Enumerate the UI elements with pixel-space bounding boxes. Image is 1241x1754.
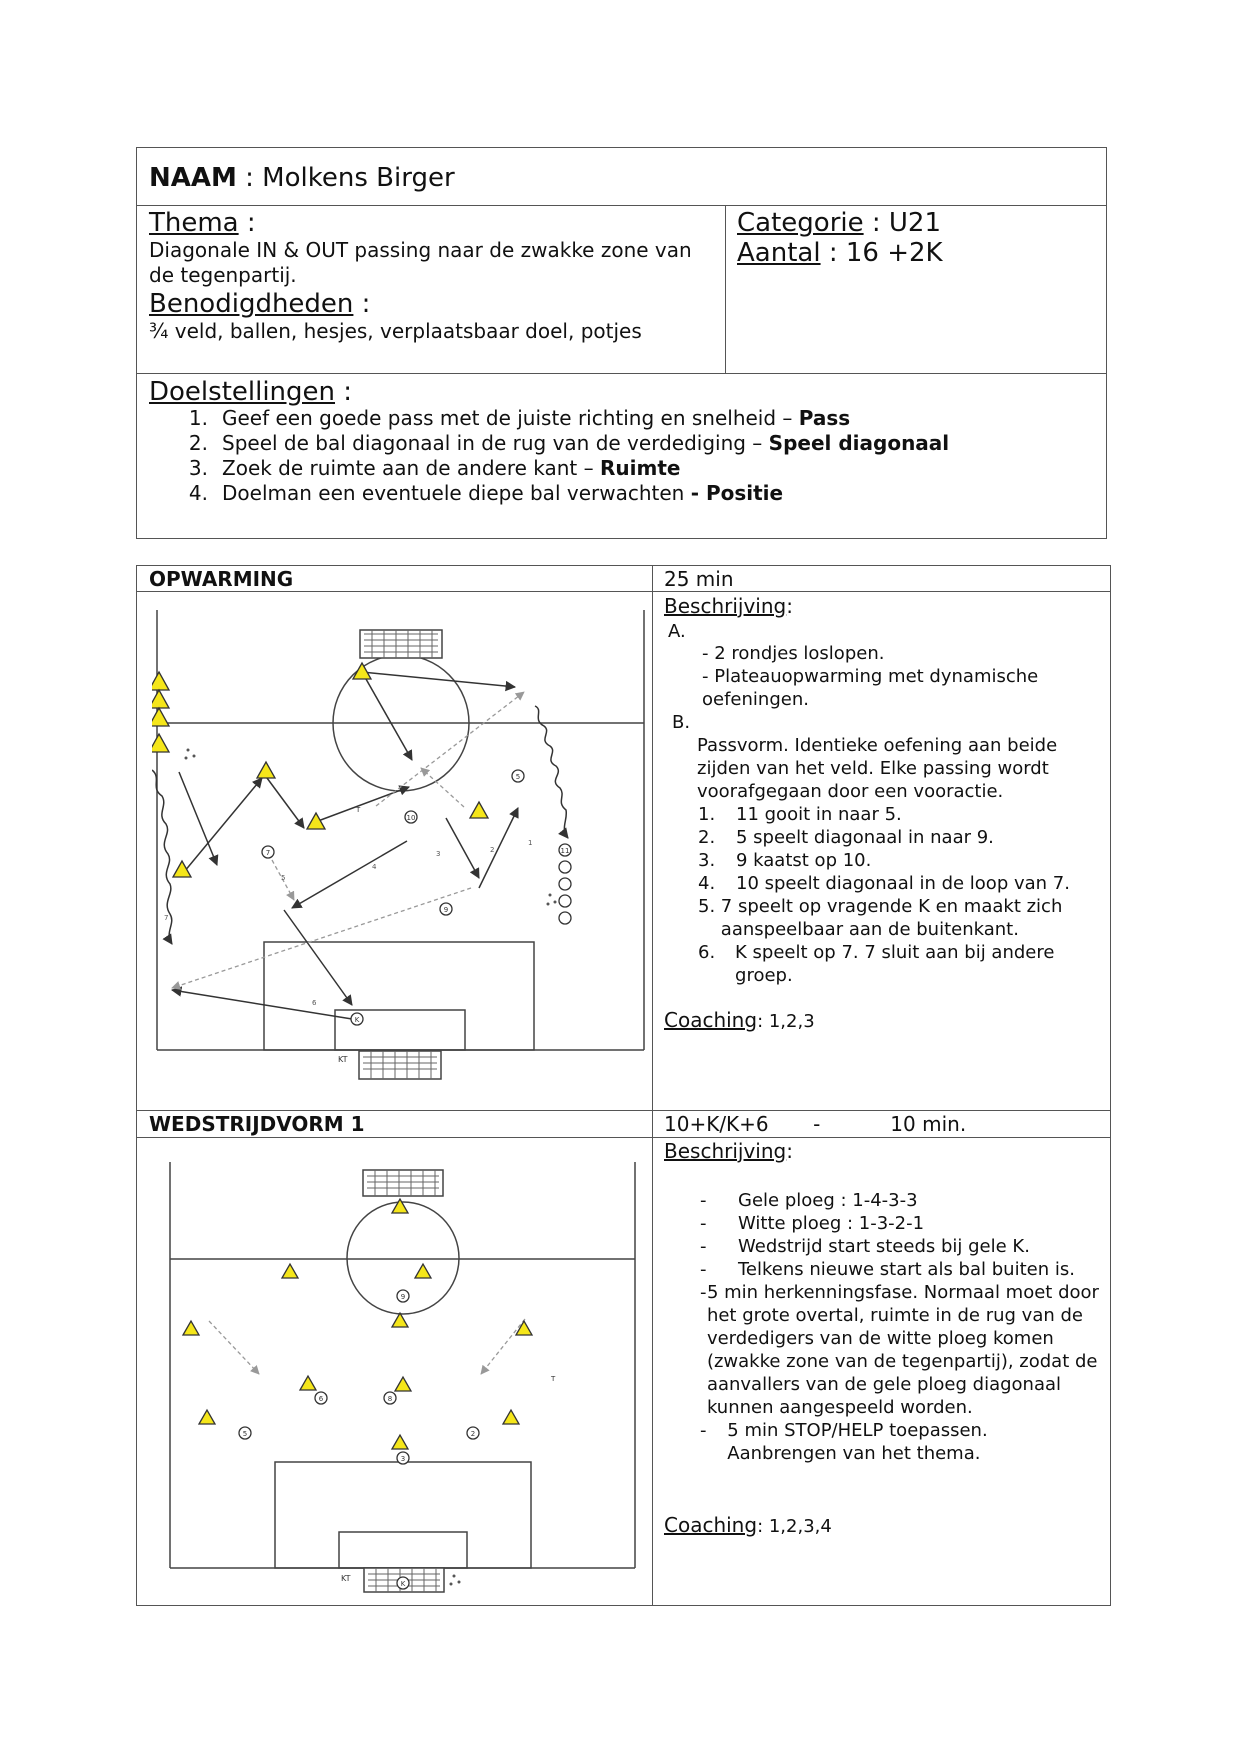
svg-text:7: 7 (265, 849, 271, 857)
naam-value: : Molkens Birger (236, 163, 455, 193)
row-line-3 (136, 1137, 1111, 1138)
categorie-value: : U21 (863, 208, 942, 238)
aantal-label: Aantal (737, 238, 821, 268)
categorie-row (737, 208, 941, 238)
svg-text:4: 4 (372, 863, 377, 871)
svg-text:2: 2 (470, 1430, 476, 1438)
list-item: - Gele ploeg : 1-4-3-3 (700, 1190, 918, 1211)
wedstrijdvorm-diagram (165, 1160, 640, 1600)
opwarming-a-label: A. (668, 621, 686, 642)
opwarming-diagram (152, 610, 647, 1085)
wedstrijdvorm-time: 10+K/K+6 - 10 min. (664, 1112, 967, 1136)
opwarming-b-label: B. (672, 712, 691, 733)
opwarming-b-text: Passvorm. Identieke oefening aan beide zijden van het veld. Elke passing wordt voorafgegaan door een vooractie. (697, 735, 1058, 802)
cones (152, 663, 488, 877)
wedstrijdvorm-beschrijving-heading: Beschrijving: (664, 1139, 793, 1163)
step-item: 3. 9 kaatst op 10. (698, 850, 872, 871)
list-item: - Telkens nieuwe start als bal buiten is. (700, 1259, 1075, 1280)
svg-text:2: 2 (490, 846, 495, 854)
benodigdheden-heading (149, 289, 370, 319)
opwarming-steps (698, 803, 1108, 987)
wedstrijdvorm-coaching: Coaching: 1,2,3,4 (664, 1513, 832, 1537)
goal-item: 2. Speel de bal diagonaal in de rug van de verdediging – Speel diagonaal (188, 431, 950, 455)
list-item: - 5 min STOP/HELP toepassen. Aanbrengen van het thema. (700, 1420, 988, 1464)
benodigdheden-sep: : (353, 289, 371, 319)
list-item: - Witte ploeg : 1-3-2-1 (700, 1213, 925, 1234)
benodigdheden-label: Benodigdheden (149, 289, 354, 319)
doelstellingen-label: Doelstellingen (149, 377, 336, 407)
opwarming-beschrijving-heading: Beschrijving: (664, 594, 793, 618)
benodigdheden-text: ¾ veld, ballen, hesjes, verplaatsbaar doel, potjes (149, 319, 642, 343)
diagram-k-label: K (354, 1016, 360, 1024)
goal-net-top (360, 630, 442, 658)
row-line-2 (136, 1110, 1111, 1111)
diagram-kt-label: KT (341, 1574, 351, 1583)
doelstellingen-heading (149, 377, 352, 407)
step-item: 2. 5 speelt diagonaal in naar 9. (698, 827, 994, 848)
cones (183, 1199, 532, 1449)
svg-text:5: 5 (515, 773, 521, 781)
players (262, 770, 571, 1025)
thema-heading (149, 208, 256, 238)
goal-net-bottom (359, 1051, 441, 1079)
opwarming-a-item: - Plateauopwarming met dynamische oefeningen. (702, 666, 1039, 710)
info-divider-2 (136, 373, 1107, 374)
svg-text:5: 5 (281, 874, 286, 882)
wedstrijdvorm-title: WEDSTRIJDVORM 1 (149, 1112, 365, 1136)
naam-label: NAAM (149, 163, 237, 193)
categorie-label: Categorie (737, 208, 864, 238)
info-divider-1 (136, 205, 1107, 206)
svg-text:6: 6 (312, 999, 317, 1007)
step-item: 6. K speelt op 7. 7 sluit aan bij andere groep. (698, 942, 1055, 986)
svg-text:5: 5 (242, 1430, 248, 1438)
svg-text:7: 7 (164, 914, 169, 922)
step-item: 5. 7 speelt op vragende K en maakt zich aanspeelbaar aan de buitenkant. (698, 896, 1063, 940)
svg-text:11: 11 (560, 847, 570, 855)
diagram-t-label: T (356, 806, 361, 814)
aantal-row (737, 238, 943, 268)
svg-text:1: 1 (528, 839, 533, 847)
thema-sep: : (238, 208, 256, 238)
wedstrijdvorm-items (700, 1189, 1100, 1465)
svg-text:8: 8 (387, 1395, 393, 1403)
opwarming-coaching: Coaching: 1,2,3 (664, 1008, 815, 1032)
goal-net-top (363, 1170, 443, 1196)
diagram-k-label: K (400, 1580, 406, 1588)
thema-text: Diagonale IN & OUT passing naar de zwakke zone van de tegenpartij. (149, 238, 692, 287)
goal-item: 1. Geef een goede pass met de juiste richting en snelheid – Pass (188, 406, 851, 430)
list-item: - Wedstrijd start steeds bij gele K. (700, 1236, 1030, 1257)
col-line (652, 565, 653, 1606)
svg-text:10: 10 (406, 814, 416, 822)
aantal-value: : 16 +2K (820, 238, 943, 268)
doelstellingen-sep: : (335, 377, 353, 407)
svg-text:9: 9 (400, 1293, 406, 1301)
diagram-t-label: T (551, 1375, 556, 1383)
info-divider-v (725, 205, 726, 373)
goals-list (172, 406, 949, 506)
step-item: 4. 10 speelt diagonaal in de loop van 7. (698, 873, 1070, 894)
list-item: - 5 min herkenningsfase. Normaal moet door het grote overtal, ruimte in de rug van de verdedigers van de witte ploeg komen (zwakke zone van de tegenpartij), zodat de aanvallers van de gele ploeg diagonaal kunnen aangespeeld worden. (700, 1282, 1099, 1418)
svg-text:9: 9 (443, 906, 449, 914)
thema-label: Thema (149, 208, 239, 238)
opwarming-time: 25 min (664, 567, 734, 591)
opwarming-title: OPWARMING (149, 567, 294, 591)
goal-item: 4. Doelman een eventuele diepe bal verwachten - Positie (188, 481, 784, 505)
diagram-kt-label: KT (338, 1055, 348, 1064)
opwarming-a-item: - 2 rondjes loslopen. (702, 643, 885, 664)
naam-row (149, 163, 455, 193)
svg-text:6: 6 (318, 1395, 324, 1403)
step-item: 1. 11 gooit in naar 5. (698, 804, 902, 825)
goal-item: 3. Zoek de ruimte aan de andere kant – Ruimte (188, 456, 681, 480)
svg-text:3: 3 (436, 850, 441, 858)
svg-text:3: 3 (400, 1455, 406, 1463)
